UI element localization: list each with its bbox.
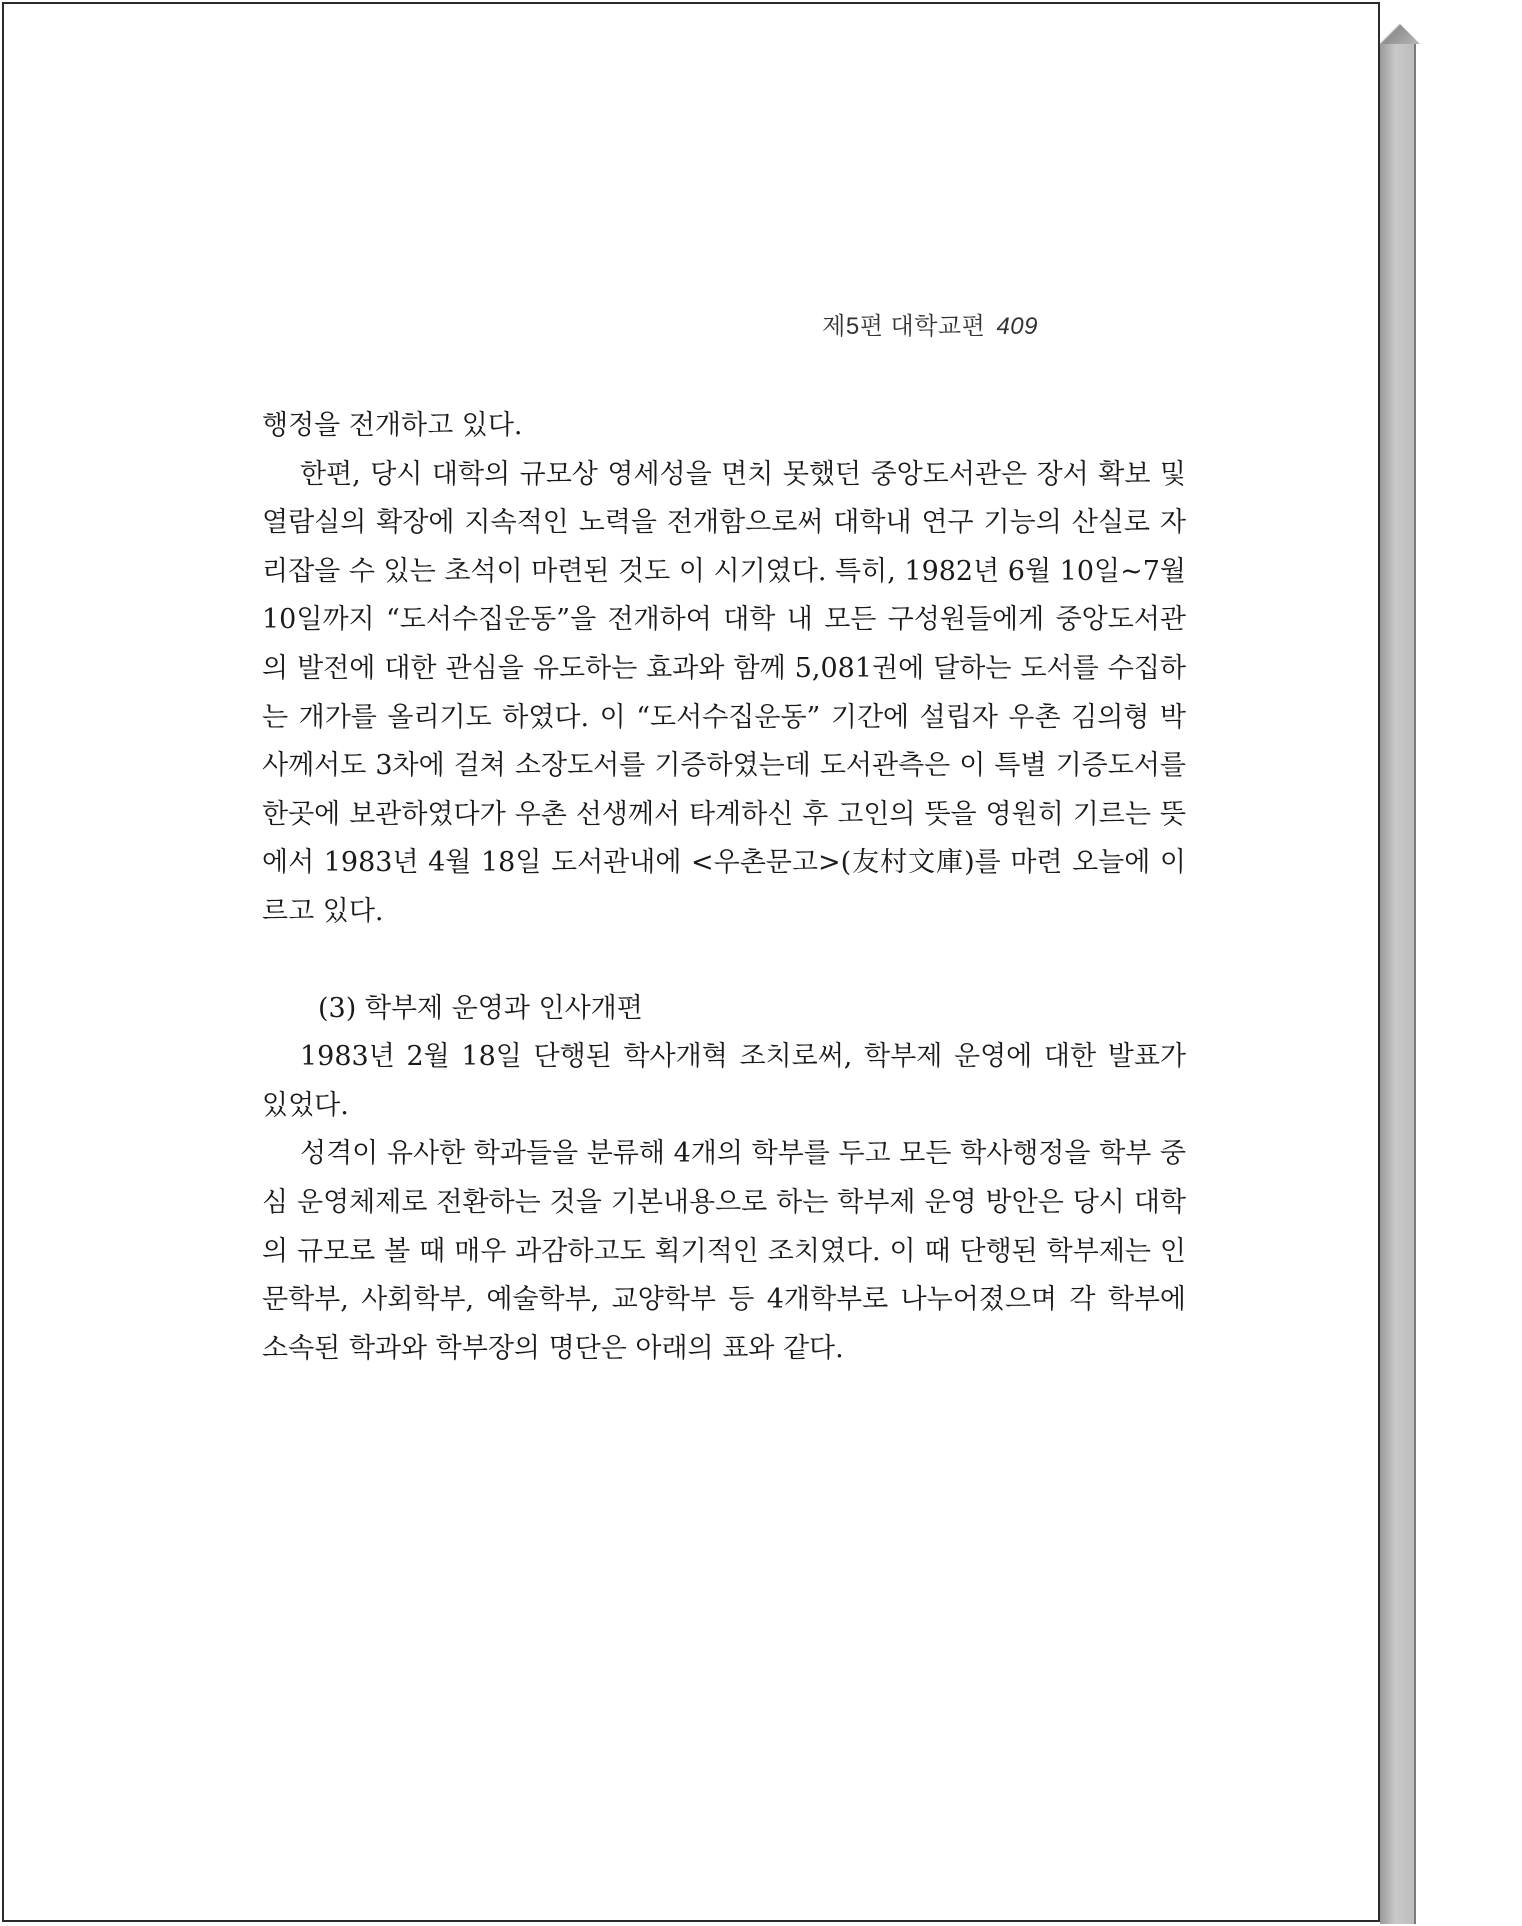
- page-number: 409: [996, 313, 1038, 340]
- page-stack-edge: [1380, 6, 1416, 1924]
- paragraph: 행정을 전개하고 있다.: [262, 410, 523, 441]
- paragraph: 한편, 당시 대학의 규모상 영세성을 면치 못했던 중앙도서관은 장서 확보 및 열람실의 확장에 지속적인 노력을 전개함으로써 대학내 연구 기능의 산실로 자리잡을 수 있는 초석이 마련된 것도 이 시기였다. 특히, 1982년 6월 10일~7월 10일까지 “도서수집운동”을 전개하여 대학 내 모든 구성원들에게 중앙도서관의 발전에 대한 관심을 유도하는 효과와 함께 5,081권에 달하는 도서를 수집하는 개가를 올리기도 하였다. 이 “도서수집운동” 기간에 설립자 우촌 김의형 박사께서도 3차에 걸쳐 소장도서를 기증하였는데 도서관측은 이 특별 기증도서를 한곳에 보관하였다가 우촌 선생께서 타계하신 후 고인의 뜻을 영원히 기르는 뜻에서 1983년 4월 18일 도서관내에 <우촌문고>(友村文庫)를 마련 오늘에 이르고 있다.: [262, 458, 1186, 927]
- paragraph: 성격이 유사한 학과들을 분류해 4개의 학부를 두고 모든 학사행정을 학부 중심 운영체제로 전환하는 것을 기본내용으로 하는 학부제 운영 방안은 당시 대학의 규모로 볼 때 매우 과감하고도 획기적인 조치였다. 이 때 단행된 학부제는 인문학부, 사회학부, 예술학부, 교양학부 등 4개학부로 나누어졌으며 각 학부에 소속된 학과와 학부장의 명단은 아래의 표와 같다.: [262, 1138, 1186, 1364]
- running-head-section: 제5편 대학교편: [822, 313, 986, 340]
- running-head: [822, 306, 1038, 341]
- body-text: [262, 402, 1186, 1373]
- paragraph: 1983년 2월 18일 단행된 학사개혁 조치로써, 학부제 운영에 대한 발표가 있었다.: [262, 1041, 1186, 1121]
- document-page: [2, 2, 1380, 1922]
- page-corner: [1380, 4, 1420, 44]
- section-heading: (3) 학부제 운영과 인사개편: [318, 992, 643, 1024]
